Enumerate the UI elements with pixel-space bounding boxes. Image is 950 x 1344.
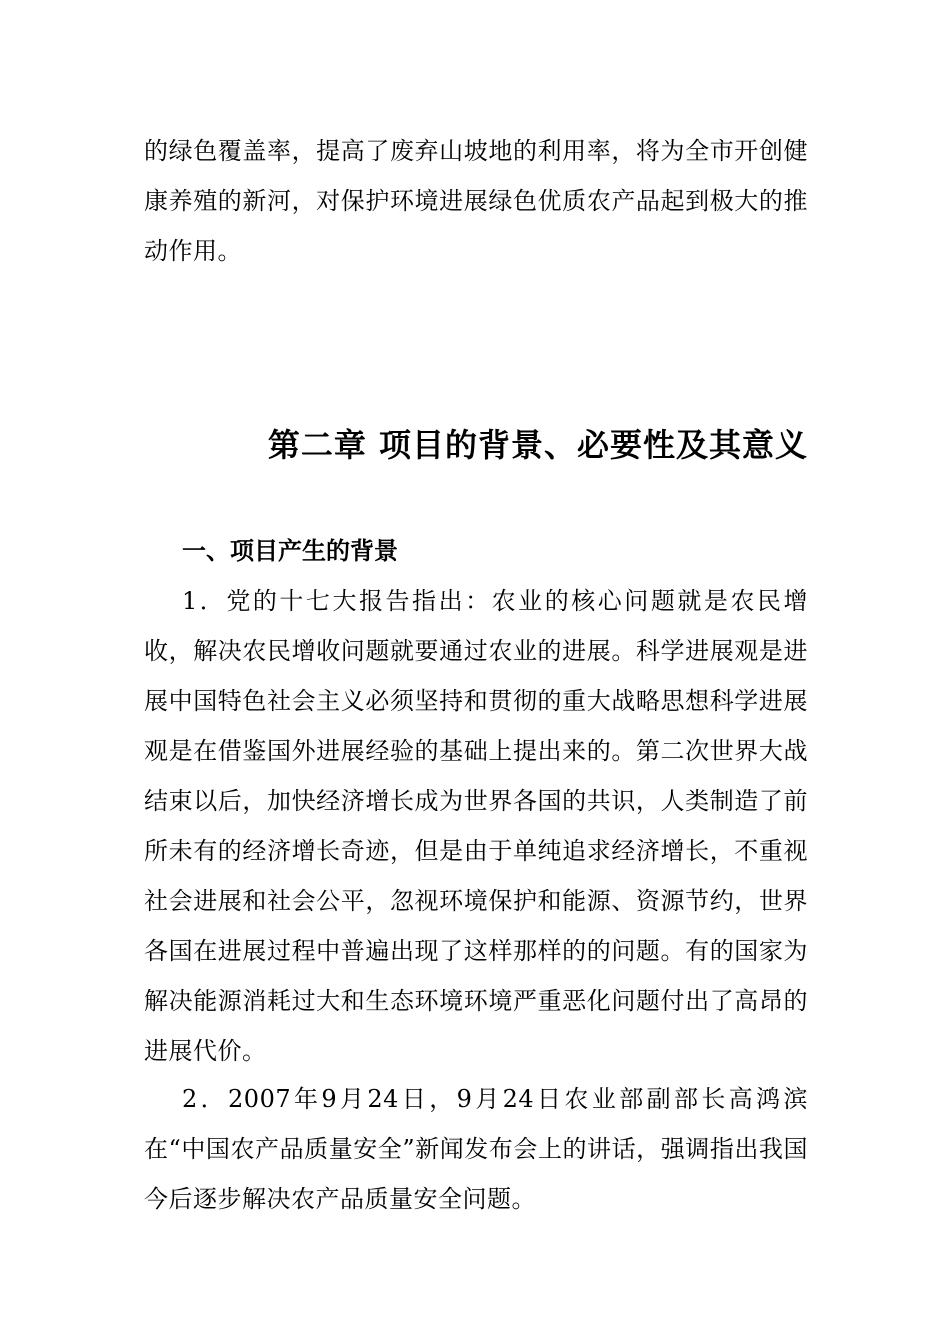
paragraph-1: 1．党的十七大报告指出：农业的核心问题就是农民增收，解决农民增收问题就要通过农业的进展。科学进展观是进展中国特色社会主义必须坚持和贯彻的重大战略思想科学进展观是在借鉴国外进展经验的基础上提出来的。第二次世界大战结束以后，加快经济增长成为世界各国的共识，人类制造了前所未有的经济增长奇迹，但是由于单纯追求经济增长，不重视社会进展和社会公平，忽视环境保护和能源、资源节约，世界各国在进展过程中普遍出现了这样那样的的问题。有的国家为解决能源消耗过大和生态环境环境严重恶化问题付出了高昂的进展代价。 <box>144 587 808 1065</box>
paragraph-2: 2．2007年9月24日，9月24日农业部副部长高鸿滨在“中国农产品质量安全”新闻发布会上的讲话，强调指出我国今后逐步解决农产品质量安全问题。 <box>144 1085 808 1213</box>
section-heading: 一、项目产生的背景 <box>182 537 398 565</box>
intro-paragraph: 的绿色覆盖率，提高了废弃山坡地的利用率，将为全市开创健康养殖的新河，对保护环境进展绿色优质农产品起到极大的推动作用。 <box>144 137 808 265</box>
chapter-title: 第二章 项目的背景、必要性及其意义 <box>267 426 808 464</box>
